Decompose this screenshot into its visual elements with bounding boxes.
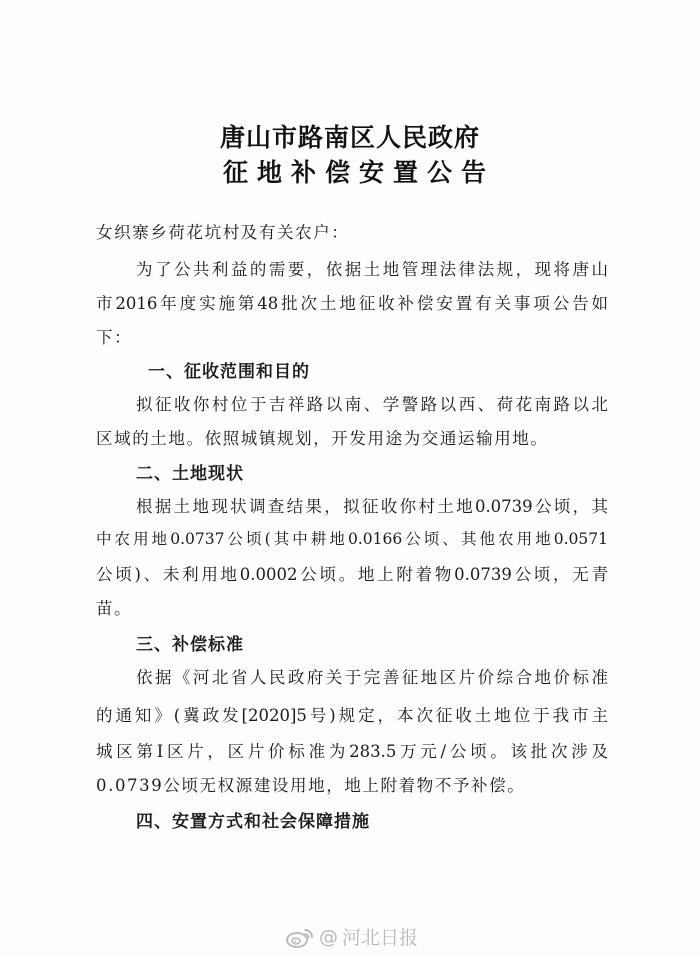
watermark-text: 河北日报 bbox=[342, 927, 419, 949]
section-3-line-1: 依据《河北省人民政府关于完善征地区片价综合地价标准 bbox=[136, 668, 608, 687]
section-2-line-2: 中农用地0.0737公顷(其中耕地0.0166公顷、其他农用地0.0571 bbox=[96, 530, 608, 548]
section-2-line-4: 苗。 bbox=[96, 599, 133, 618]
section-3-line-4: 0.0739公顷无权源建设用地，地上附着物不予补偿。 bbox=[96, 776, 526, 795]
section-1-line-1: 拟征收你村位于吉祥路以南、学警路以西、荷花南路以北 bbox=[136, 395, 608, 414]
weibo-watermark bbox=[285, 923, 418, 950]
notice-title-issuer: 唐山市路南区人民政府 bbox=[219, 123, 480, 152]
section-3-line-3: 城区第Ⅰ区片，区片价标准为283.5万元/公顷。该批次涉及 bbox=[96, 742, 608, 761]
section-1-line-2: 区域的土地。依照城镇规划，开发用途为交通运输用地。 bbox=[96, 429, 549, 448]
watermark-at-sign: @ bbox=[319, 925, 338, 948]
intro-line-1: 为了公共利益的需要，依据土地管理法律法规，现将唐山 bbox=[136, 260, 608, 279]
section-4-heading: 四、安置方式和社会保障措施 bbox=[136, 812, 370, 832]
section-3-line-2: 的通知》(冀政发[2020]5号)规定，本次征收土地位于我市主 bbox=[96, 706, 608, 725]
section-3-heading: 三、补偿标准 bbox=[136, 635, 244, 655]
intro-line-3: 下： bbox=[96, 328, 133, 347]
section-2-line-1: 根据土地现状调查结果，拟征收你村土地0.0739公顷，其 bbox=[136, 497, 608, 516]
section-2-line-3: 公顷)、未利用地0.0002公顷。地上附着物0.0739公顷，无青 bbox=[96, 565, 608, 584]
salutation: 女织寨乡荷花坑村及有关农户： bbox=[96, 223, 350, 242]
intro-line-2: 市2016年度实施第48批次土地征收补偿安置有关事项公告如 bbox=[96, 294, 608, 313]
section-2-heading: 二、土地现状 bbox=[136, 464, 244, 484]
notice-title: 征地补偿安置公告 bbox=[222, 158, 495, 187]
weibo-icon bbox=[285, 925, 315, 949]
section-1-heading: 一、征收范围和目的 bbox=[148, 362, 310, 382]
